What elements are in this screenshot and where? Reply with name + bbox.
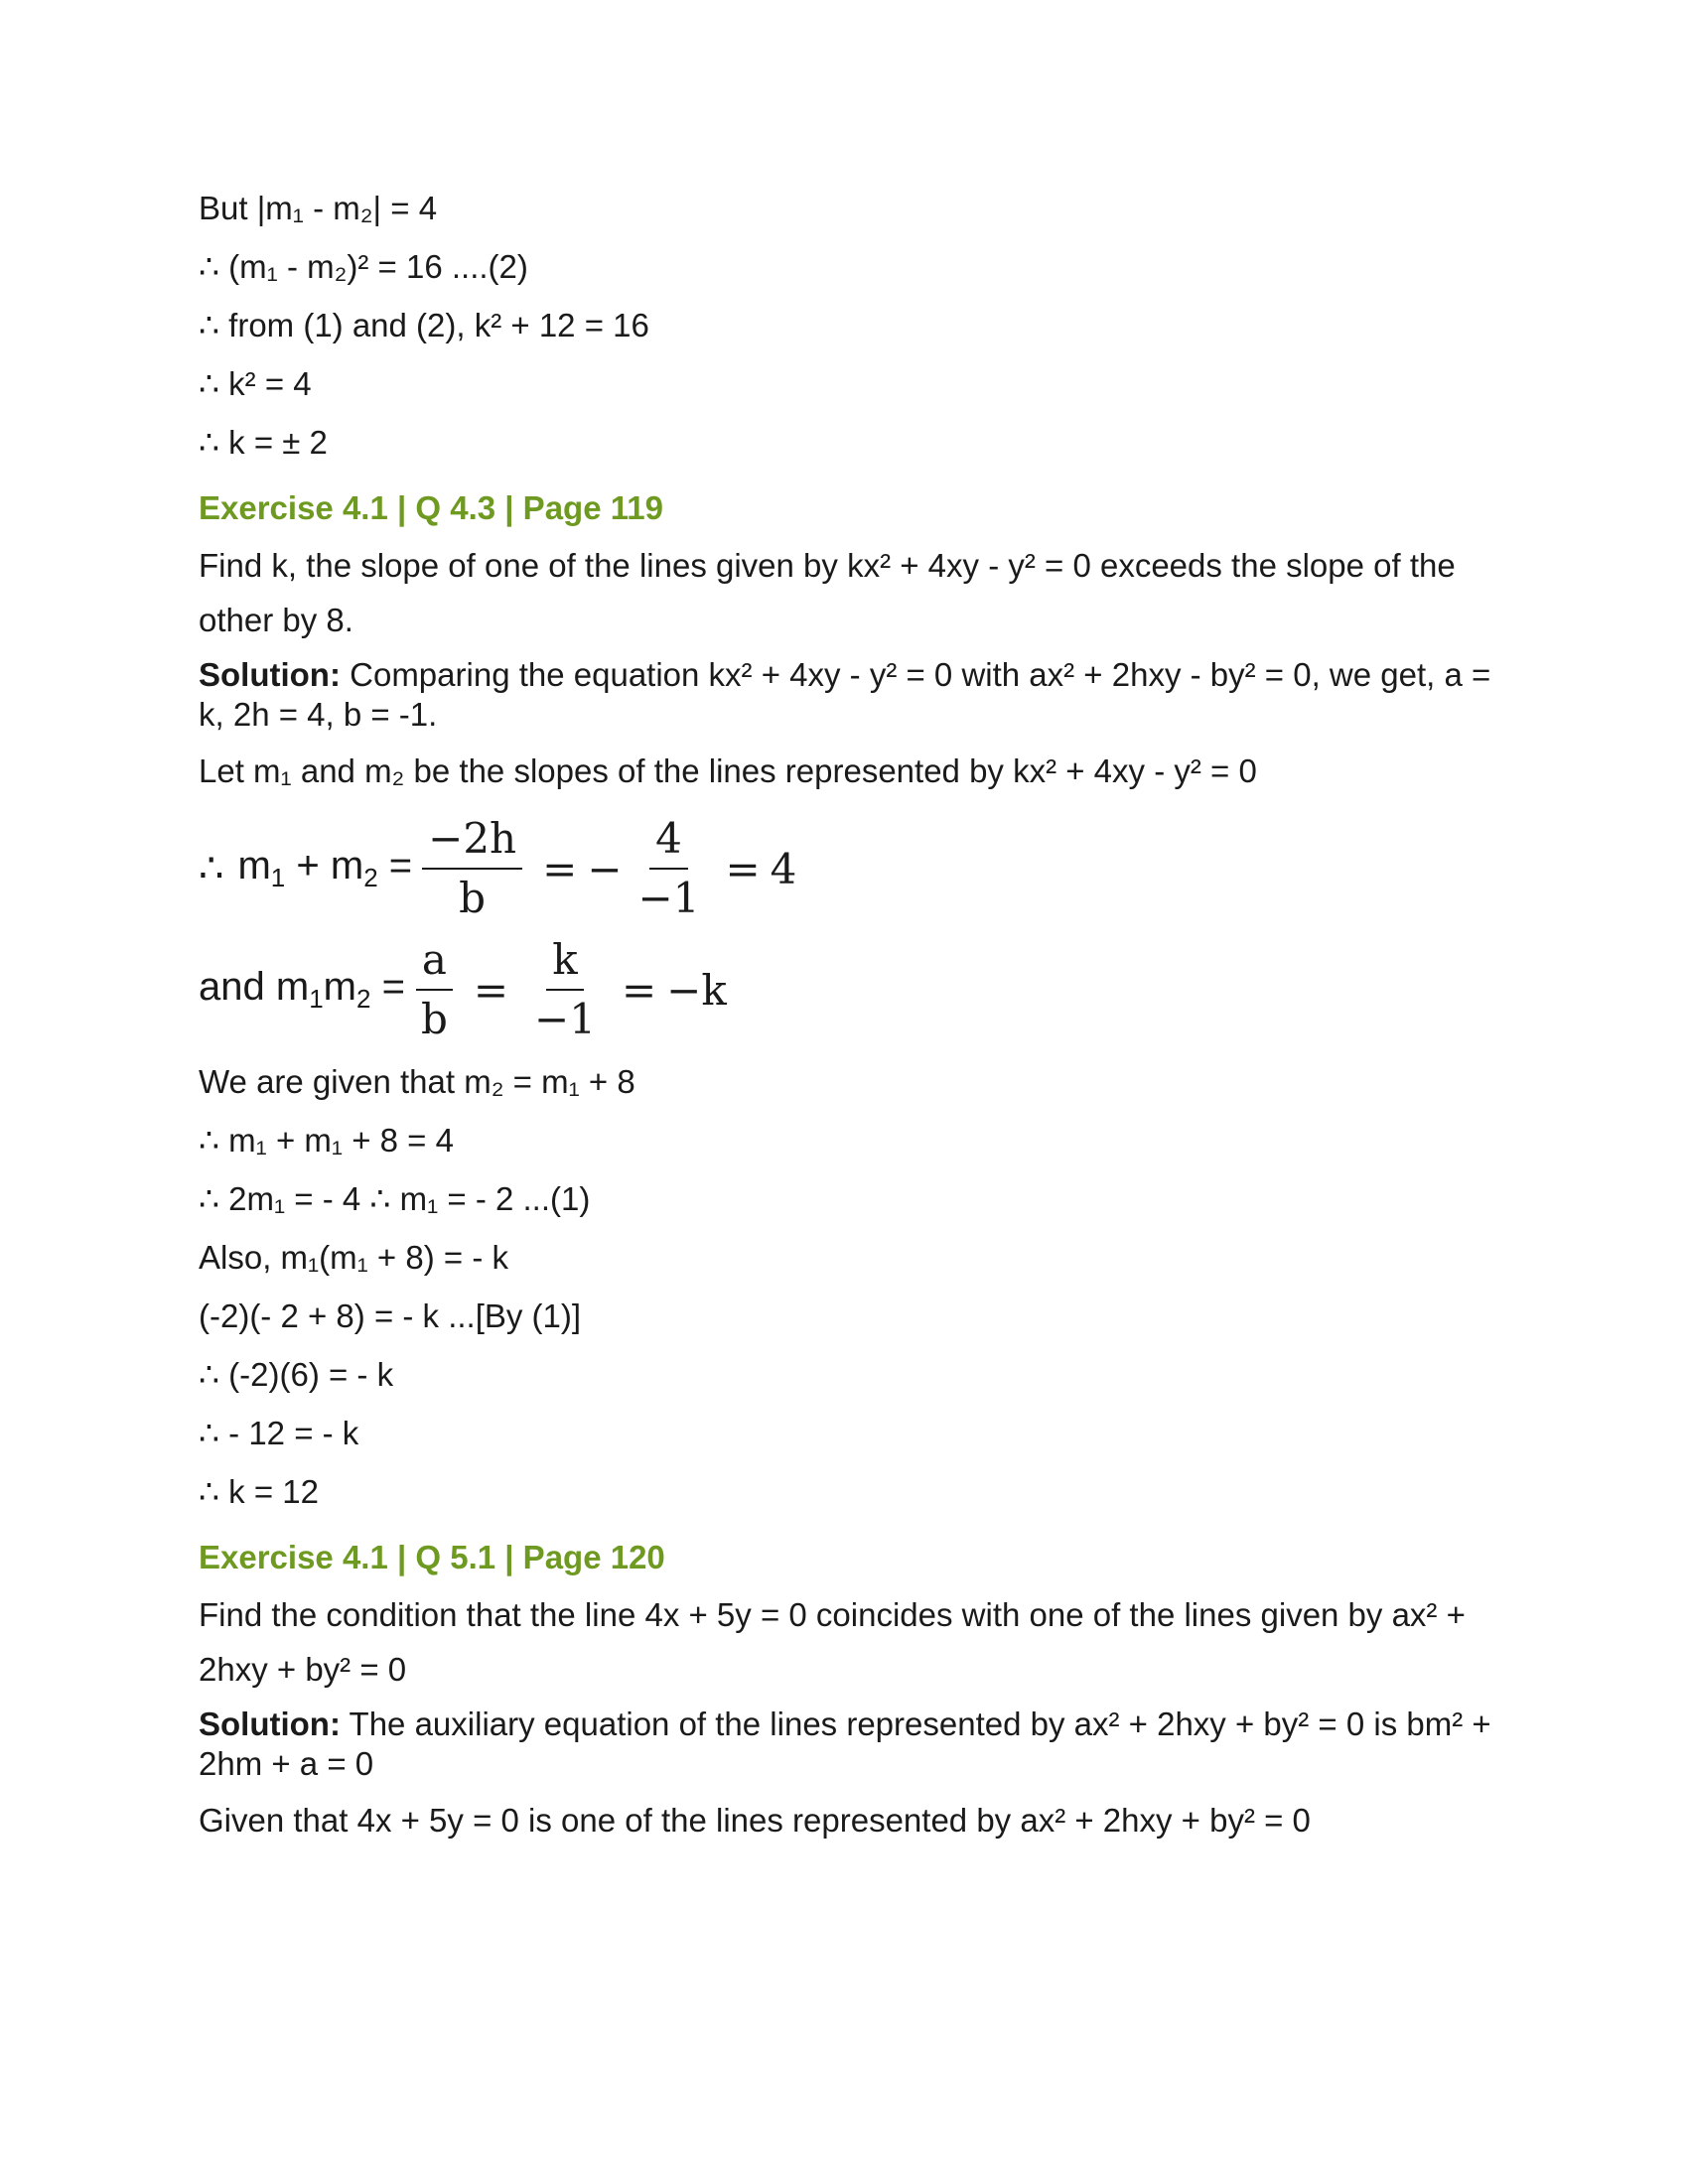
solution-paragraph-q4-3 (199, 655, 1509, 735)
solution-paragraph-q5-1 (199, 1705, 1509, 1784)
text-line: ∴ k = ± 2 (199, 424, 328, 461)
question-text-q4-3: Find k, the slope of one of the lines given by kx² + 4xy - y² = 0 exceeds the slope of the other by 8. (199, 547, 1456, 638)
minus-sign: − (587, 844, 623, 893)
fraction: $\frac{a}{b}$ (415, 935, 454, 1044)
question-text-q5-1: Find the condition that the line 4x + 5y = 0 coincides with one of the lines given by ax² + 2hxy + by² = 0 (199, 1596, 1466, 1688)
document-page (199, 189, 1509, 1859)
text-line: ∴ (-2)(6) = - k (199, 1356, 394, 1393)
text-line: ∴ - 12 = - k (199, 1415, 359, 1451)
solution-text: The auxiliary equation of the lines represented by ax² + 2hxy + by² = 0 is bm² + 2hm + a = 0 (199, 1706, 1491, 1782)
fraction: $\frac{-2h}{b}$ (422, 814, 522, 923)
equals-sign: = (473, 965, 509, 1015)
solution-label: Solution: (199, 1706, 341, 1742)
equation-lhs: m1 + m2 = (237, 844, 413, 892)
equation-product-of-slopes (199, 931, 1509, 1048)
equation-lhs: and m1m2 = (199, 965, 405, 1014)
therefore-symbol: ∴ (199, 847, 224, 890)
exercise-heading-q5-1: Exercise 4.1 | Q 5.1 | Page 120 (199, 1539, 665, 1575)
solution-text: Comparing the equation kx² + 4xy - y² = 0 with ax² + 2hxy - by² = 0, we get, a = k, 2h = 4, b = -1. (199, 656, 1491, 733)
text-line: Also, m₁(m₁ + 8) = - k (199, 1239, 508, 1276)
text-line: ∴ from (1) and (2), k² + 12 = 16 (199, 307, 649, 343)
text-line: Let m₁ and m₂ be the slopes of the lines represented by kx² + 4xy - y² = 0 (199, 752, 1257, 789)
text-line: ∴ 2m₁ = - 4 ∴ m₁ = - 2 ...(1) (199, 1180, 591, 1217)
equals-sign: = (725, 844, 761, 893)
equation-result: 4 (770, 844, 797, 893)
text-line: We are given that m₂ = m₁ + 8 (199, 1063, 635, 1100)
text-line: ∴ (m₁ - m₂)² = 16 ....(2) (199, 248, 528, 285)
text-line: ∴ k² = 4 (199, 365, 312, 402)
solution-label: Solution: (199, 656, 341, 693)
text-line: ∴ k = 12 (199, 1473, 319, 1510)
exercise-heading-q4-3: Exercise 4.1 | Q 4.3 | Page 119 (199, 489, 663, 526)
fraction: $\frac{4}{-1}$ (637, 814, 700, 922)
text-line: ∴ m₁ + m₁ + 8 = 4 (199, 1122, 454, 1159)
equals-sign: = (621, 965, 657, 1015)
fraction: $\frac{k}{-1}$ (534, 935, 596, 1043)
equals-sign: = (542, 844, 578, 893)
equation-sum-of-slopes (199, 810, 1509, 927)
equation-result: −k (666, 965, 727, 1015)
text-line: But |m₁ - m₂| = 4 (199, 190, 438, 226)
text-line: Given that 4x + 5y = 0 is one of the lines represented by ax² + 2hxy + by² = 0 (199, 1802, 1311, 1839)
text-line: (-2)(- 2 + 8) = - k ...[By (1)] (199, 1297, 582, 1334)
